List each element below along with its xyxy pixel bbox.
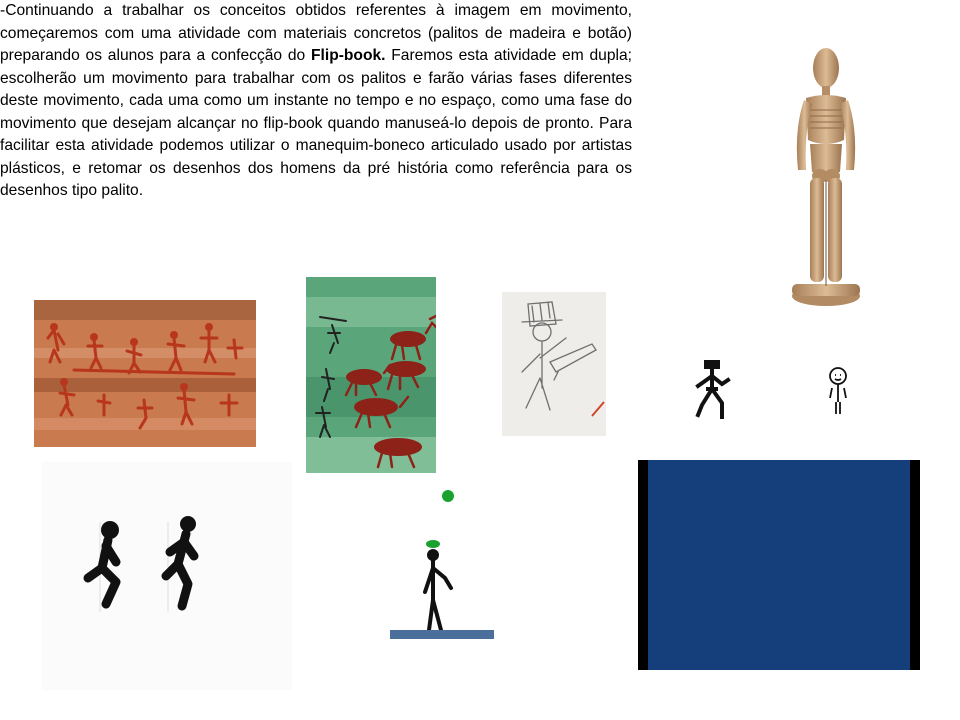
paragraph-part2: Faremos esta atividade em dupla; escolherão um movimento para trabalhar com os palitos e farão várias fases diferentes deste movimento, cada uma como um instante no tempo e no espaço, como uma fase do movimento que desejam alcançar no flip-book quando manuseá-lo depois de pronto. Para facilitar esta atividade podemos utilizar o manequim-boneco articulado usado por artistas plásticos, e retomar os desenhos dos homens da pré história como referência para os desenhos tipo palito. [0,47,632,199]
stick-figure-ball-image [386,484,498,644]
cave-painting-image [306,277,436,473]
rock-art-image [34,300,256,447]
pictogram-figure-icon [692,358,732,422]
paragraph-emphasis-flipbook: Flip-book. [311,47,386,64]
mannequin-image [780,40,876,310]
body-paragraph [0,0,632,203]
stick-figure-icon [826,366,850,416]
video-frame-screen [648,460,910,670]
pencil-sketch-image [502,292,606,436]
video-frame-panel [638,460,920,670]
running-figures-image [42,462,292,690]
paragraph-part1: -Continuando a trabalhar os conceitos obtidos referentes à imagem em movimento, começaremos com uma atividade com materiais concretos (palitos de madeira e botão) preparando os alunos para a confecção do [0,2,632,64]
